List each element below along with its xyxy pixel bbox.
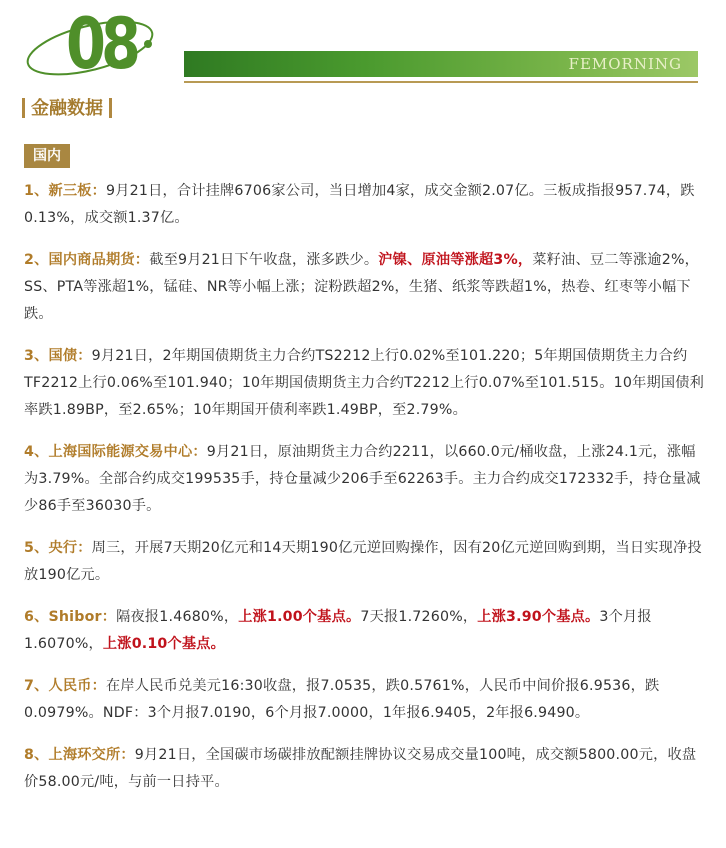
issue-number: 08	[66, 3, 137, 85]
list-item	[24, 604, 704, 658]
item-text: 在岸人民币兑美元16:30收盘，报7.0535，跌0.5761%，人民币中间价报6.9536，跌0.0979%。NDF：3个月报7.0190，6个月报7.0000，1年报6.9405，2年报6.9490。	[24, 678, 660, 721]
title-bar-right	[109, 98, 112, 118]
list-item	[24, 673, 704, 727]
item-text: 隔夜报1.4680%，	[116, 609, 239, 625]
list-item	[24, 178, 704, 232]
list-item	[24, 535, 704, 589]
divider	[184, 81, 698, 83]
item-label: 8、上海环交所：	[24, 747, 135, 763]
list-item	[24, 439, 704, 520]
news-list	[24, 178, 704, 811]
domestic-tag: 国内	[24, 144, 70, 168]
item-highlight: 上涨3.90个基点。	[477, 609, 600, 625]
list-item	[24, 247, 704, 328]
section-title	[22, 96, 112, 122]
item-text: 周三，开展7天期20亿元和14天期190亿元逆回购操作，因有20亿元逆回购到期，当日实现净投放190亿元。	[24, 540, 702, 583]
item-highlight: 上涨0.10个基点。	[102, 636, 226, 652]
item-text: 7天报1.7260%，	[360, 609, 478, 625]
item-highlight: 沪镍、原油等涨超3%，	[378, 252, 533, 268]
item-text: 3个月报1.6070%，	[24, 609, 652, 652]
list-item	[24, 343, 704, 424]
item-label: 2、国内商品期货：	[24, 252, 150, 268]
brand-name: FEMORNING	[568, 55, 682, 73]
list-item	[24, 742, 704, 796]
item-highlight: 上涨1.00个基点。	[238, 609, 361, 625]
item-text: 9月21日，全国碳市场碳排放配额挂牌协议交易成交量100吨，成交额5800.00元，收盘价58.00元/吨，与前一日持平。	[24, 747, 697, 790]
item-text: 9月21日，合计挂牌6706家公司，当日增加4家，成交金额2.07亿。三板成指报957.74，跌0.13%，成交额1.37亿。	[24, 183, 695, 226]
brand-banner	[184, 51, 698, 77]
item-text: 9月21日，原油期货主力合约2211，以660.0元/桶收盘，上涨24.1元，涨幅为3.79%。全部合约成交199535手，持仓量减少206手至62263手。主力合约成交172332手，持仓量减少86手至36030手。	[24, 444, 701, 514]
item-label: 5、央行：	[24, 540, 92, 556]
item-label: 3、国债：	[24, 348, 92, 364]
header	[0, 0, 726, 90]
item-text: 9月21日，2年期国债期货主力合约TS2212上行0.02%至101.220；5年期国债期货主力合约TF2212上行0.06%至101.940；10年期国债期货主力合约T2212上行0.07%至101.515。10年期国债利率跌1.89BP，至2.65%；10年期国开债利率跌1.49BP，至2.79%。	[24, 348, 705, 418]
item-label: 6、Shibor：	[24, 609, 117, 625]
title-bar-left	[22, 98, 25, 118]
item-label: 1、新三板：	[24, 183, 107, 199]
section-title-text: 金融数据	[31, 98, 103, 119]
item-label: 4、上海国际能源交易中心：	[24, 444, 207, 460]
item-text: 菜籽油、豆二等涨逾2%，SS、PTA等涨超1%，锰硅、NR等小幅上涨；淀粉跌超2%，生猪、纸浆等跌超1%，热卷、红枣等小幅下跌。	[24, 252, 700, 322]
item-label: 7、人民币：	[24, 678, 107, 694]
item-text: 截至9月21日下午收盘，涨多跌少。	[149, 252, 379, 268]
